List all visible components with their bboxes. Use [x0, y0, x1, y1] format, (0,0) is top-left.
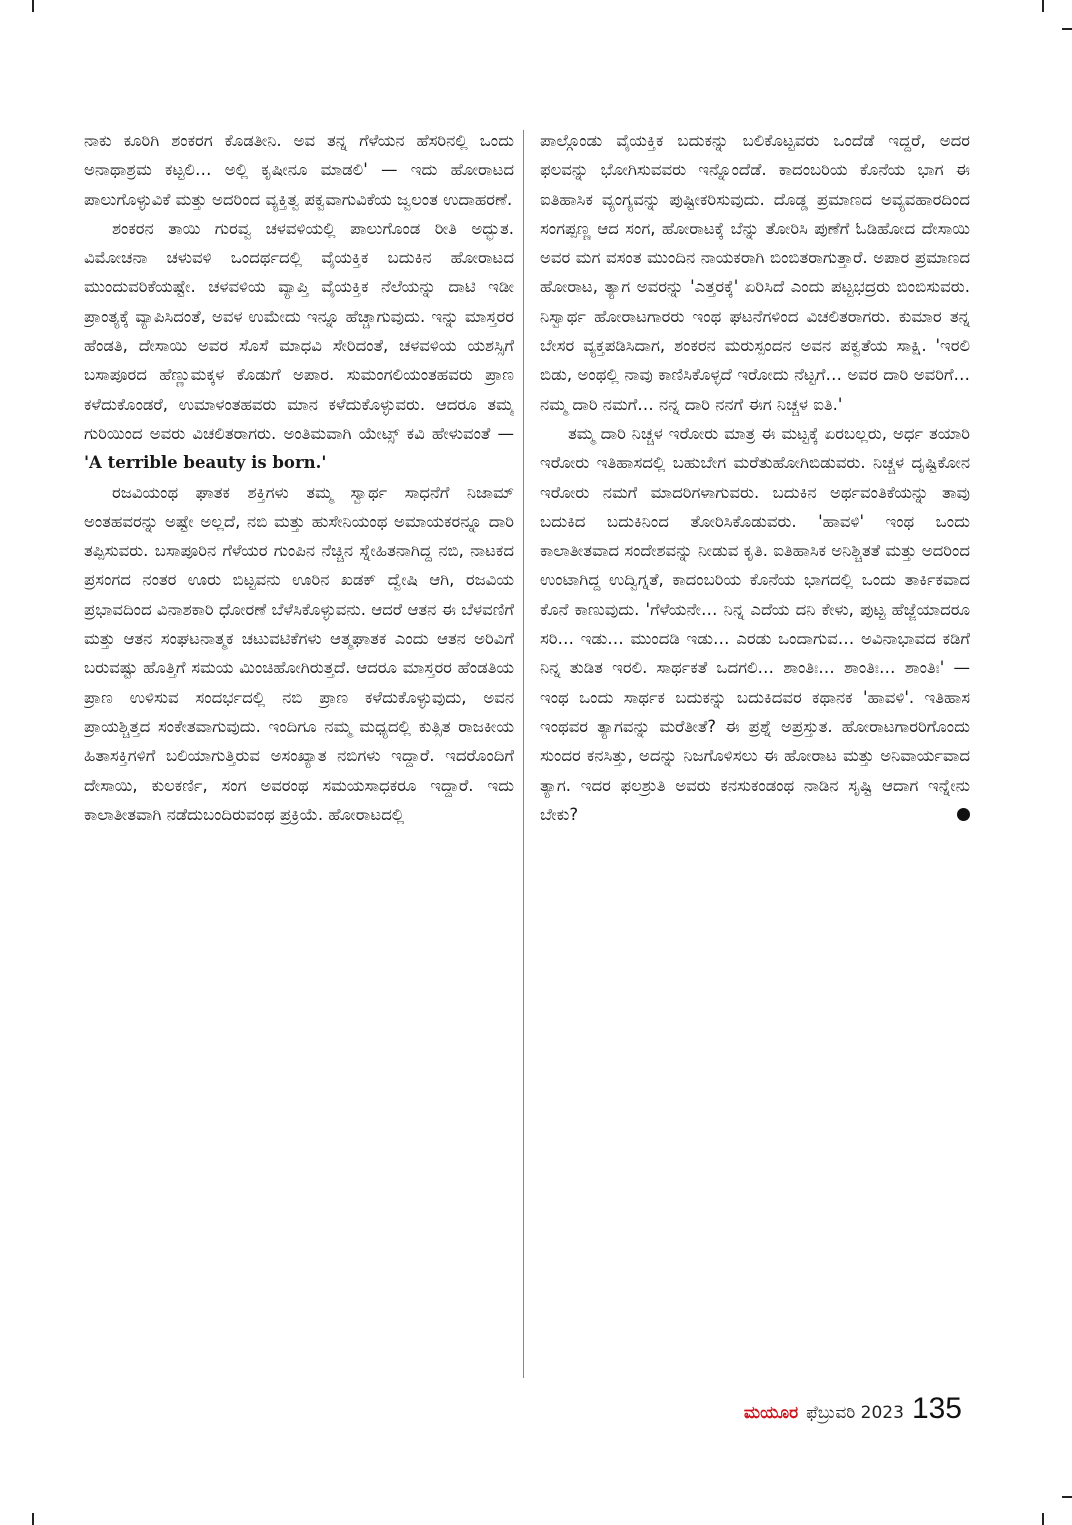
- end-of-article-bullet-icon: [957, 808, 970, 821]
- crop-mark-right-top: [1062, 28, 1072, 30]
- page-footer: [744, 1392, 962, 1426]
- crop-mark-bottom-right: [1042, 1513, 1044, 1525]
- article-paragraph: ನಾಕು ಕೂರಿಗಿ ಶಂಕರಗ ಕೊಡತೀನಿ. ಅವ ತನ್ನ ಗೆಳೆಯನ ಹೆಸರಿನಲ್ಲಿ ಒಂದು ಅನಾಥಾಶ್ರಮ ಕಟ್ಟಲಿ… ಅಲ್ಲಿ ಕೃಷೀನೂ ಮಾಡಲಿ' — ಇದು ಹೋರಾಟದ ಪಾಲುಗೊಳ್ಳುವಿಕೆ ಮತ್ತು ಅದರಿಂದ ವ್ಯಕ್ತಿತ್ವ ಪಕ್ವವಾಗುವಿಕೆಯ ಜ್ವಲಂತ ಉದಾಹರಣೆ.: [84, 131, 514, 209]
- magazine-logo: ಮಯೂರ: [743, 1403, 799, 1423]
- english-quote: 'A terrible beauty is born.': [84, 453, 327, 473]
- page-number: 135: [911, 1392, 962, 1425]
- crop-mark-right-bottom: [1062, 1496, 1072, 1498]
- article-paragraph: ಪಾಲ್ಗೊಂಡು ವೈಯಕ್ತಿಕ ಬದುಕನ್ನು ಬಲಿಕೊಟ್ಟವರು ಒಂದೆಡೆ ಇದ್ದರೆ, ಅದರ ಫಲವನ್ನು ಭೋಗಿಸುವವರು ಇನ್ನೊಂದೆಡೆ. ಕಾದಂಬರಿಯ ಕೊನೆಯ ಭಾಗ ಈ ಐತಿಹಾಸಿಕ ವ್ಯಂಗ್ಯವನ್ನು ಪುಷ್ಟೀಕರಿಸುವುದು. ದೊಡ್ಡ ಪ್ರಮಾಣದ ಅವ್ಯವಹಾರದಿಂದ ಸಂಗಪ್ಪಣ್ಣ ಆದ ಸಂಗ, ಹೋರಾಟಕ್ಕೆ ಬೆನ್ನು ತೋರಿಸಿ ಪುಣೆಗೆ ಓಡಿಹೋದ ದೇಸಾಯಿ ಅವರ ಮಗ ವಸಂತ ಮುಂದಿನ ನಾಯಕರಾಗಿ ಬಿಂಬಿತರಾಗುತ್ತಾರೆ. ಅಪಾರ ಪ್ರಮಾಣದ ಹೋರಾಟ, ತ್ಯಾಗ ಅವರನ್ನು 'ಎತ್ತರಕ್ಕೆ' ಏರಿಸಿದೆ ಎಂದು ಪಟ್ಟಭದ್ರರು ಬಿಂಬಿಸುವರು. ನಿಸ್ವಾರ್ಥ ಹೋರಾಟಗಾರರು ಇಂಥ ಘಟನೆಗಳಿಂದ ವಿಚಲಿತರಾಗರು. ಕುಮಾರ ತನ್ನ ಬೇಸರ ವ್ಯಕ್ತಪಡಿಸಿದಾಗ, ಶಂಕರನ ಮರುಸ್ಪಂದನ ಅವನ ಪಕ್ವತೆಯ ಸಾಕ್ಷಿ. 'ಇರಲಿ ಬಿಡು, ಅಂಥಲ್ಲಿ ನಾವು ಕಾಣಿಸಿಕೊಳ್ಳದೆ ಇರೋದು ನೆಟ್ಟಗೆ… ಅವರ ದಾರಿ ಅವರಿಗೆ… ನಮ್ಮ ದಾರಿ ನಮಗೆ… ನನ್ನ ದಾರಿ ನನಗೆ ಈಗ ನಿಚ್ಚಳ ಐತಿ.': [540, 131, 970, 414]
- column-divider: [523, 130, 524, 1378]
- crop-mark-bottom-left: [32, 1513, 34, 1525]
- crop-mark-top-right: [1042, 0, 1044, 12]
- article-column-right: [540, 126, 970, 1378]
- issue-date: ಫೆಬ್ರುವರಿ 2023: [806, 1403, 904, 1423]
- paragraph-text: ತಮ್ಮ ದಾರಿ ನಿಚ್ಚಳ ಇರೋರು ಮಾತ್ರ ಈ ಮಟ್ಟಕ್ಕೆ ಏರಬಲ್ಲರು, ಅರ್ಧ ತಯಾರಿ ಇರೋರು ಇತಿಹಾಸದಲ್ಲಿ ಬಹುಬೇಗ ಮರೆತುಹೋಗಿಬಿಡುವರು. ನಿಚ್ಚಳ ದೃಷ್ಟಿಕೋನ ಇರೋರು ನಮಗೆ ಮಾದರಿಗಳಾಗುವರು. ಬದುಕಿನ ಅರ್ಥವಂತಿಕೆಯನ್ನು ತಾವು ಬದುಕಿದ ಬದುಕಿನಿಂದ ತೋರಿಸಿಕೊಡುವರು. 'ಹಾವಳಿ' ಇಂಥ ಒಂದು ಕಾಲಾತೀತವಾದ ಸಂದೇಶವನ್ನು ನೀಡುವ ಕೃತಿ. ಐತಿಹಾಸಿಕ ಅನಿಶ್ಚಿತತೆ ಮತ್ತು ಅದರಿಂದ ಉಂಟಾಗಿದ್ದ ಉದ್ವಿಗ್ನತೆ, ಕಾದಂಬರಿಯ ಕೊನೆಯ ಭಾಗದಲ್ಲಿ ಒಂದು ತಾರ್ಕಿಕವಾದ ಕೊನೆ ಕಾಣುವುದು. 'ಗೆಳೆಯನೇ… ನಿನ್ನ ಎದೆಯ ದನಿ ಕೇಳು, ಪುಟ್ಟ ಹೆಜ್ಜೆಯಾದರೂ ಸರಿ… ಇಡು… ಮುಂದಡಿ ಇಡು… ಎರಡು ಒಂದಾಗುವ… ಅವಿನಾಭಾವದ ಕಡಿಗೆ ನಿನ್ನ ತುಡಿತ ಇರಲಿ. ಸಾರ್ಥಕತೆ ಒದಗಲಿ… ಶಾಂತಿಃ… ಶಾಂತಿಃ… ಶಾಂತಿಃ' — ಇಂಥ ಒಂದು ಸಾರ್ಥಕ ಬದುಕನ್ನು ಬದುಕಿದವರ ಕಥಾನಕ 'ಹಾವಳಿ'. ಇತಿಹಾಸ ಇಂಥವರ ತ್ಯಾಗವನ್ನು ಮರೆತೀತೆ? ಈ ಪ್ರಶ್ನೆ ಅಪ್ರಸ್ತುತ. ಹೋರಾಟಗಾರರಿಗೊಂದು ಸುಂದರ ಕನಸಿತ್ತು, ಅದನ್ನು ನಿಜಗೊಳಿಸಲು ಈ ಹೋರಾಟ ಮತ್ತು ಅನಿವಾರ್ಯವಾದ ತ್ಯಾಗ. ಇದರ ಫಲಶ್ರುತಿ ಅವರು ಕನಸುಕಂಡಂಥ ನಾಡಿನ ಸೃಷ್ಟಿ ಆದಾಗ ಇನ್ನೇನು ಬೇಕು?: [540, 423, 970, 824]
- article-paragraph: [540, 419, 970, 829]
- article-paragraph: [84, 214, 514, 478]
- article-paragraph: ರಜವಿಯಂಥ ಘಾತಕ ಶಕ್ತಿಗಳು ತಮ್ಮ ಸ್ವಾರ್ಥ ಸಾಧನೆಗೆ ನಿಜಾಮ್ ಅಂತಹವರನ್ನು ಅಷ್ಟೇ ಅಲ್ಲದೆ, ನಬಿ ಮತ್ತು ಹುಸೇನಿಯಂಥ ಅಮಾಯಕರನ್ನೂ ದಾರಿ ತಪ್ಪಿಸುವರು. ಬಸಾಪೂರಿನ ಗೆಳೆಯರ ಗುಂಪಿನ ನೆಚ್ಚಿನ ಸ್ನೇಹಿತನಾಗಿದ್ದ ನಬಿ, ನಾಟಕದ ಪ್ರಸಂಗದ ನಂತರ ಊರು ಬಿಟ್ಟವನು ಊರಿನ ಖಡಕ್ ದ್ವೇಷಿ ಆಗಿ, ರಜವಿಯ ಪ್ರಭಾವದಿಂದ ವಿನಾಶಕಾರಿ ಧೋರಣೆ ಬೆಳೆಸಿಕೊಳ್ಳುವನು. ಆದರೆ ಆತನ ಈ ಬೆಳವಣಿಗೆ ಮತ್ತು ಆತನ ಸಂಘಟನಾತ್ಮಕ ಚಟುವಟಿಕೆಗಳು ಆತ್ಮಘಾತಕ ಎಂದು ಆತನ ಅರಿವಿಗೆ ಬರುವಷ್ಟು ಹೊತ್ತಿಗೆ ಸಮಯ ಮಿಂಚಿಹೋಗಿರುತ್ತದೆ. ಆದರೂ ಮಾಸ್ತರರ ಹೆಂಡತಿಯ ಪ್ರಾಣ ಉಳಿಸುವ ಸಂದರ್ಭದಲ್ಲಿ ನಬಿ ಪ್ರಾಣ ಕಳೆದುಕೊಳ್ಳುವುದು, ಅವನ ಪ್ರಾಯಶ್ಚಿತ್ತದ ಸಂಕೇತವಾಗುವುದು. ಇಂದಿಗೂ ನಮ್ಮ ಮಧ್ಯದಲ್ಲಿ ಕುತ್ಸಿತ ರಾಜಕೀಯ ಹಿತಾಸಕ್ತಿಗಳಿಗೆ ಬಲಿಯಾಗುತ್ತಿರುವ ಅಸಂಖ್ಯಾತ ನಬಿಗಳು ಇದ್ದಾರೆ. ಇದರೊಂದಿಗೆ ದೇಸಾಯಿ, ಕುಲಕರ್ಣಿ, ಸಂಗ ಅವರಂಥ ಸಮಯಸಾಧಕರೂ ಇದ್ದಾರೆ. ಇದು ಕಾಲಾತೀತವಾಗಿ ನಡೆದುಬಂದಿರುವಂಥ ಪ್ರಕ್ರಿಯೆ. ಹೋರಾಟದಲ್ಲಿ: [84, 482, 514, 824]
- paragraph-text: ಶಂಕರನ ತಾಯಿ ಗುರವ್ವ ಚಳವಳಿಯಲ್ಲಿ ಪಾಲುಗೊಂಡ ರೀತಿ ಅದ್ಭುತ. ವಿಮೋಚನಾ ಚಳುವಳಿ ಒಂದರ್ಥದಲ್ಲಿ ವೈಯಕ್ತಿಕ ಬದುಕಿನ ಹೋರಾಟದ ಮುಂದುವರಿಕೆಯಷ್ಟೇ. ಚಳವಳಿಯ ವ್ಯಾಪ್ತಿ ವೈಯಕ್ತಿಕ ನೆಲೆಯನ್ನು ದಾಟಿ ಇಡೀ ಪ್ರಾಂತ್ಯಕ್ಕೆ ವ್ಯಾಪಿಸಿದಂತೆ, ಅವಳ ಉಮೇದು ಇನ್ನೂ ಹೆಚ್ಚಾಗುವುದು. ಇನ್ನು ಮಾಸ್ತರರ ಹೆಂಡತಿ, ದೇಸಾಯಿ ಅವರ ಸೊಸೆ ಮಾಧವಿ ಸೇರಿದಂತೆ, ಚಳವಳಿಯ ಯಶಸ್ಸಿಗೆ ಬಸಾಪೂರದ ಹೆಣ್ಣುಮಕ್ಕಳ ಕೊಡುಗೆ ಅಪಾರ. ಸುಮಂಗಲಿಯಂತಹವರು ಪ್ರಾಣ ಕಳೆದುಕೊಂಡರೆ, ಉಮಾಳಂತಹವರು ಮಾನ ಕಳೆದುಕೊಳ್ಳುವರು. ಆದರೂ ತಮ್ಮ ಗುರಿಯಿಂದ ಅವರು ವಿಚಲಿತರಾಗರು. ಅಂತಿಮವಾಗಿ ಯೇಟ್ಸ್ ಕವಿ ಹೇಳುವಂತೆ —: [84, 218, 514, 443]
- article-column-left: [84, 126, 514, 1378]
- crop-mark-top-left: [32, 0, 34, 12]
